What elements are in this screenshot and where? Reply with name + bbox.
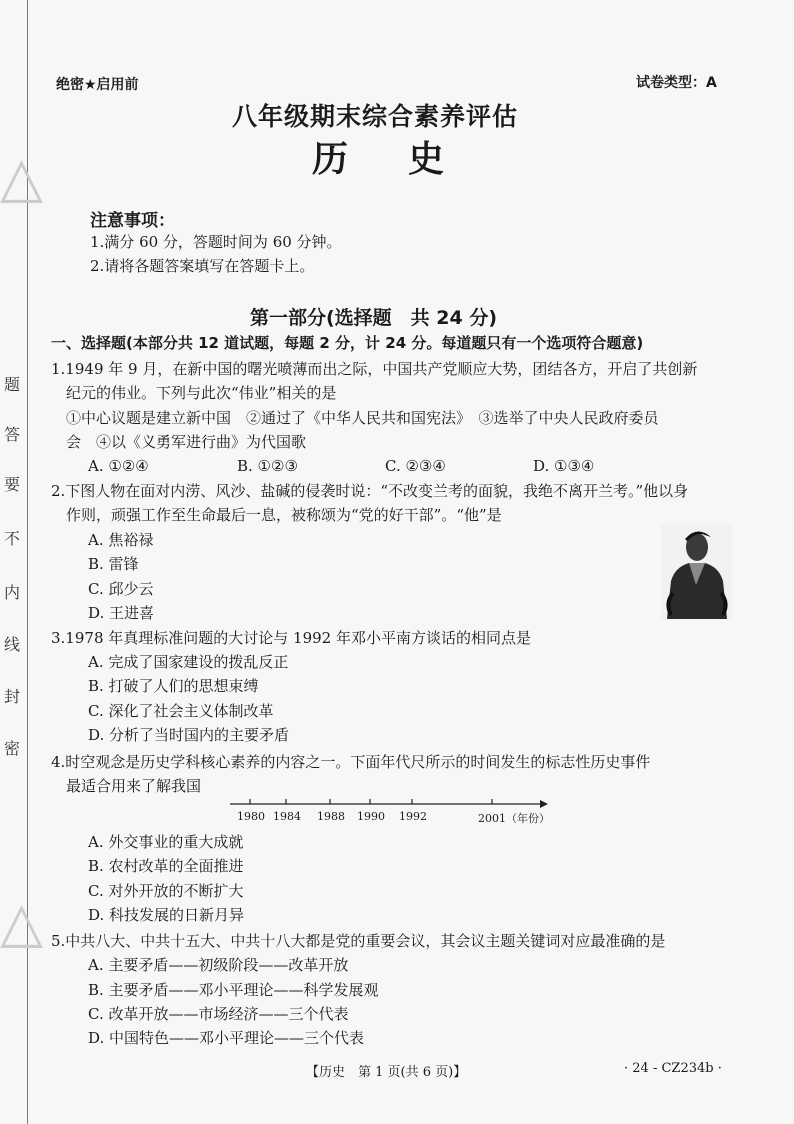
option-a: A. 焦裕禄 <box>88 531 154 549</box>
portrait-photo <box>661 523 732 619</box>
question-stem: 2.下图人物在面对内涝、风沙、盐碱的侵袭时说：“不改变兰考的面貌，我绝不离开兰考。”他以身 <box>51 482 689 500</box>
timeline-year: 1984 <box>273 810 301 823</box>
option-c: C. 深化了社会主义体制改革 <box>88 702 274 720</box>
option-c: C. ②③④ <box>385 457 446 475</box>
note-item: 1.满分 60 分，答题时间为 60 分钟。 <box>90 233 342 251</box>
subject-title: 历史 <box>312 139 505 180</box>
option-a: A. 完成了国家建设的拨乱反正 <box>88 653 289 671</box>
option-d: D. 中国特色——邓小平理论——三个代表 <box>88 1029 365 1047</box>
notes-title: 注意事项： <box>90 211 175 231</box>
margin-mark: △ <box>0 145 44 210</box>
part-title: 第一部分(选择题 共 24 分) <box>250 307 498 329</box>
binding-char: 答 <box>4 425 21 444</box>
option-b: B. ①②③ <box>237 457 298 475</box>
page-number: 【历史 第 1 页(共 6 页)】 <box>306 1065 467 1080</box>
margin-mark: △ <box>0 890 44 955</box>
binding-char: 密 <box>4 739 21 758</box>
option-a: A. 主要矛盾——初级阶段——改革开放 <box>88 956 349 974</box>
option-d: D. 分析了当时国内的主要矛盾 <box>88 726 290 744</box>
note-item: 2.请将各题答案填写在答题卡上。 <box>90 257 315 275</box>
exam-title: 八年级期末综合素养评估 <box>232 102 519 131</box>
binding-char: 内 <box>4 583 21 602</box>
binding-char: 线 <box>4 635 21 654</box>
option-d: D. 王进喜 <box>88 604 155 622</box>
timeline-year: 1992 <box>399 810 427 823</box>
question-stem: 纪元的伟业。下列与此次“伟业”相关的是 <box>66 384 337 402</box>
option-b: B. 主要矛盾——邓小平理论——科学发展观 <box>88 981 379 999</box>
question-stem: 最适合用来了解我国 <box>66 777 202 795</box>
section-heading: 一、选择题(本部分共 12 道试题，每题 2 分，计 24 分。每道题只有一个选项符合题意) <box>51 334 644 352</box>
binding-char: 题 <box>4 375 21 394</box>
option-b: B. 农村改革的全面推进 <box>88 857 244 875</box>
question-statement: ①中心议题是建立新中国 ②通过了《中华人民共和国宪法》 ③选举了中央人民政府委员 <box>66 409 659 427</box>
binding-char: 不 <box>4 529 21 548</box>
question-stem: 作则，顽强工作至生命最后一息，被称颂为“党的好干部”。“他”是 <box>66 506 502 524</box>
question-stem: 5.中共八大、中共十五大、中共十八大都是党的重要会议，其会议主题关键词对应最准确的是 <box>51 932 666 950</box>
option-c: C. 对外开放的不断扩大 <box>88 882 244 900</box>
binding-char: 要 <box>4 475 21 494</box>
timeline-year: 1980 <box>237 810 265 823</box>
option-a: A. ①②④ <box>88 457 149 475</box>
option-b: B. 雷锋 <box>88 555 139 573</box>
question-stem: 3.1978 年真理标准问题的大讨论与 1992 年邓小平南方谈话的相同点是 <box>51 629 531 647</box>
paper-type-label: 试卷类型：A <box>636 75 717 91</box>
confidential-label: 绝密★启用前 <box>56 77 139 93</box>
option-d: D. 科技发展的日新月异 <box>88 906 245 924</box>
question-stem: 1.1949 年 9 月，在新中国的曙光喷薄而出之际，中国共产党顺应大势，团结各方，开启了共创新 <box>51 360 698 378</box>
timeline-year: 2001（年份） <box>478 812 550 825</box>
option-b: B. 打破了人们的思想束缚 <box>88 677 259 695</box>
option-c: C. 改革开放——市场经济——三个代表 <box>88 1005 349 1023</box>
timeline <box>230 798 548 828</box>
question-stem: 4.时空观念是历史学科核心素养的内容之一。下面年代尺所示的时间发生的标志性历史事件 <box>51 753 651 771</box>
timeline-year: 1988 <box>317 810 345 823</box>
binding-char: 封 <box>4 687 21 706</box>
timeline-year: 1990 <box>357 810 385 823</box>
option-c: C. 邱少云 <box>88 580 154 598</box>
paper-code: · 24 - CZ234b · <box>624 1061 722 1076</box>
question-statement: 会 ④以《义勇军进行曲》为代国歌 <box>66 433 307 451</box>
option-d: D. ①③④ <box>533 457 595 475</box>
option-a: A. 外交事业的重大成就 <box>88 833 244 851</box>
